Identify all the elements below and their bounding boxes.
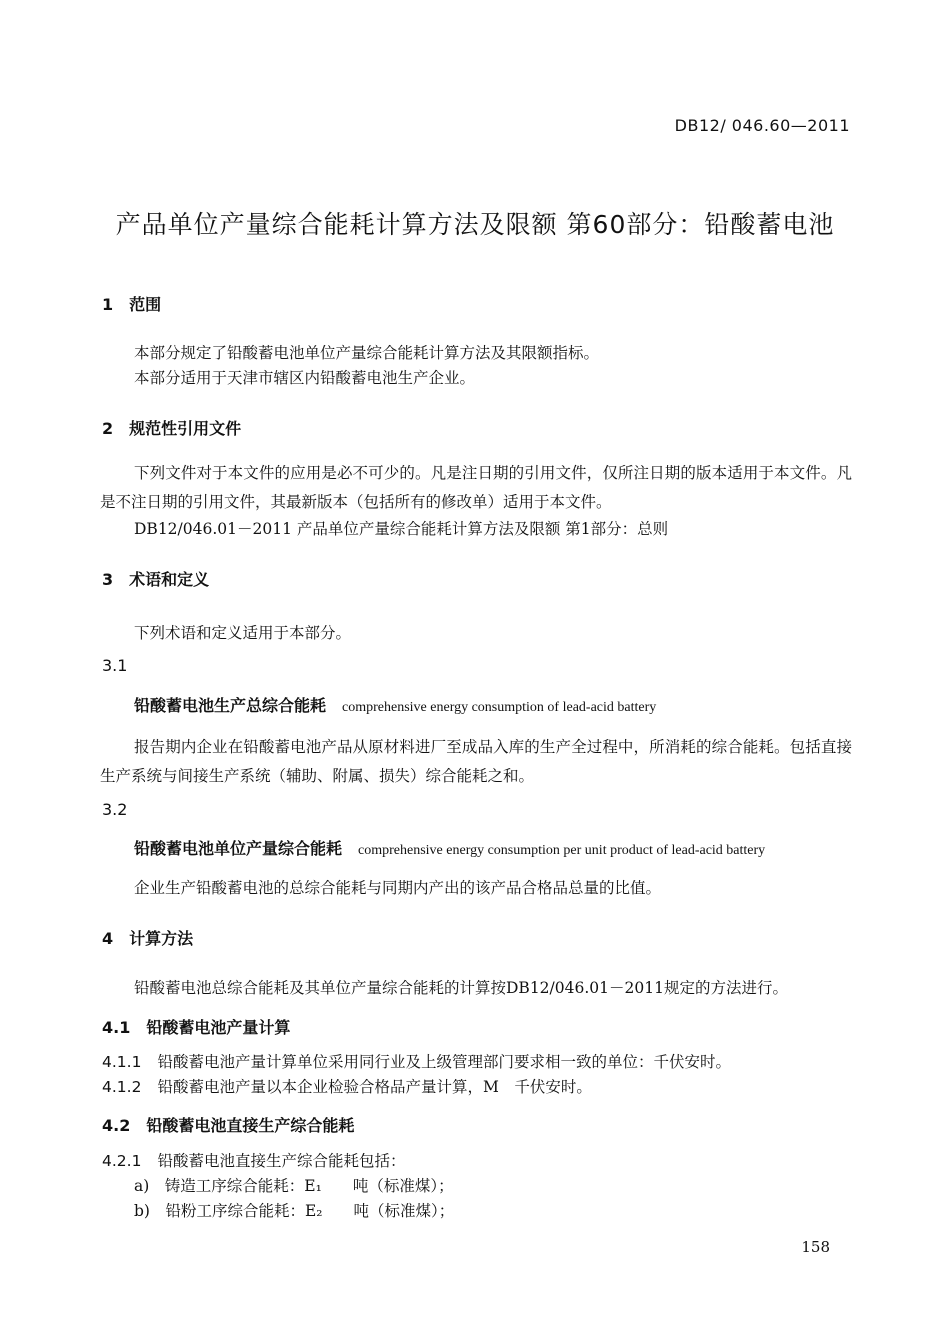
term-3-1-english: comprehensive energy consumption of lead-acid battery xyxy=(342,700,657,715)
clause-4-1-2 xyxy=(102,1075,592,1097)
list-item-a: a) 铸造工序综合能耗：E₁ 吨（标准煤）； xyxy=(134,1177,454,1195)
term-3-1-chinese: 铅酸蓄电池生产总综合能耗 xyxy=(134,696,327,715)
normative-reference: DB12/046.01－2011 产品单位产量综合能耗计算方法及限额 第1部分：总则 xyxy=(134,520,669,538)
term-3-1 xyxy=(134,693,656,716)
clause-4-1-1 xyxy=(102,1050,731,1072)
section-3-heading: 3 术语和定义 xyxy=(102,570,210,589)
term-3-2 xyxy=(134,836,765,859)
term-3-2-chinese: 铅酸蓄电池单位产量综合能耗 xyxy=(134,839,343,858)
list-item-b: b) 铅粉工序综合能耗：E₂ 吨（标准煤）； xyxy=(134,1202,455,1220)
section-2-paragraph-1: 下列文件对于本文件的应用是必不可少的。凡是注日期的引用文件，仅所注日期的版本适用于本文件。凡是不注日期的引用文件，其最新版本（包括所有的修改单）适用于本文件。 xyxy=(100,464,852,511)
page-number: 158 xyxy=(801,1238,830,1256)
term-3-1-number: 3.1 xyxy=(102,656,128,675)
clause-4-2-1 xyxy=(102,1149,405,1171)
term-3-1-definition: 报告期内企业在铅酸蓄电池产品从原材料进厂至成品入库的生产全过程中，所消耗的综合能耗。包括直接生产系统与间接生产系统（辅助、附属、损失）综合能耗之和。 xyxy=(100,738,852,785)
document-code: DB12/ 046.60—2011 xyxy=(674,116,850,135)
section-1-paragraph-1: 本部分规定了铅酸蓄电池单位产量综合能耗计算方法及其限额指标。 xyxy=(134,344,600,362)
section-3-paragraph-1: 下列术语和定义适用于本部分。 xyxy=(134,624,352,642)
subsection-4-1-heading: 4.1 铅酸蓄电池产量计算 xyxy=(102,1018,291,1037)
section-4-heading: 4 计算方法 xyxy=(102,929,194,948)
subsection-4-2-heading: 4.2 铅酸蓄电池直接生产综合能耗 xyxy=(102,1116,355,1135)
clause-4-1-1-number: 4.1.1 xyxy=(102,1053,142,1071)
section-2-heading: 2 规范性引用文件 xyxy=(102,419,242,438)
term-3-2-number: 3.2 xyxy=(102,800,128,819)
section-1-paragraph-2: 本部分适用于天津市辖区内铅酸蓄电池生产企业。 xyxy=(134,369,476,387)
clause-4-2-1-text: 铅酸蓄电池直接生产综合能耗包括： xyxy=(157,1152,406,1170)
section-1-heading: 1 范围 xyxy=(102,295,162,314)
clause-4-1-2-text: 铅酸蓄电池产量以本企业检验合格品产量计算，M 千伏安时。 xyxy=(157,1078,592,1096)
clause-4-2-1-number: 4.2.1 xyxy=(102,1152,142,1170)
clause-4-1-2-number: 4.1.2 xyxy=(102,1078,142,1096)
term-3-2-definition: 企业生产铅酸蓄电池的总综合能耗与同期内产出的该产品合格品总量的比值。 xyxy=(134,879,662,897)
page-title: 产品单位产量综合能耗计算方法及限额 第60部分：铅酸蓄电池 xyxy=(115,210,835,239)
section-4-paragraph-1: 铅酸蓄电池总综合能耗及其单位产量综合能耗的计算按DB12/046.01－2011规定的方法进行。 xyxy=(134,979,788,997)
clause-4-1-1-text: 铅酸蓄电池产量计算单位采用同行业及上级管理部门要求相一致的单位：千伏安时。 xyxy=(157,1053,731,1071)
term-3-2-english: comprehensive energy consumption per unit product of lead-acid battery xyxy=(358,843,766,858)
